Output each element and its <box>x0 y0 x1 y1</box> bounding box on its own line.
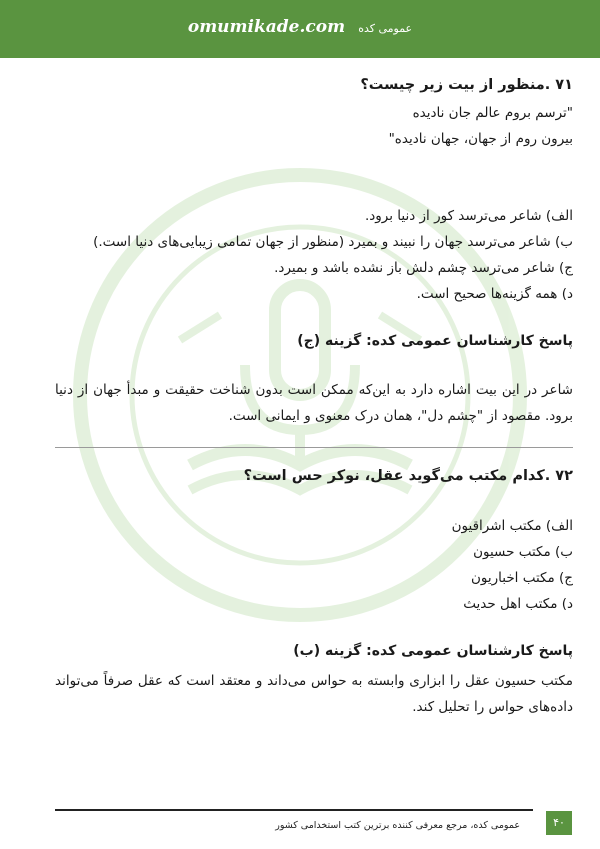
footer-divider <box>55 809 533 811</box>
question-71-verse <box>55 100 573 152</box>
option-alef: الف) مکتب اشراقیون <box>451 518 573 534</box>
answer-72-text: مکتب حسیون عقل را ابزاری وابسته به حواس می‌داند و معتقد است که عقل صرفاً می‌تواند داده‌های حواس را تحلیل کند. <box>55 673 573 715</box>
question-72-title: ۷۲ .کدام مکتب می‌گوید عقل، نوکر حس است؟ <box>243 468 573 484</box>
footer-tagline: عمومی کده، مرجع معرفی کننده برترین کتب استخدامی کشور <box>275 820 520 831</box>
option-jim: ج) مکتب اخباریون <box>470 570 573 586</box>
section-divider <box>55 447 573 448</box>
option-be: ب) شاعر می‌ترسد جهان را نبیند و بمیرد (منظور از جهان تمامی زیبایی‌های دنیا است.) <box>93 234 573 250</box>
header-branding <box>0 17 600 37</box>
question-71-options <box>55 203 573 307</box>
option-dal: د) مکتب اهل حدیث <box>463 596 573 612</box>
site-name-persian: عمومی کده <box>358 22 413 35</box>
site-name[interactable]: omumikade.com <box>187 17 346 37</box>
answer-71-text: شاعر در این بیت اشاره دارد به این‌که ممکن است بدون شناخت حقیقت و مبدأ جهان از دنیا برود. مقصود از "چشم دل"، همان درک معنوی و ایمانی است. <box>55 382 573 424</box>
answer-71-heading: پاسخ کارشناسان عمومی کده: گزینه (ج) <box>297 333 573 349</box>
option-dal: د) همه گزینه‌ها صحیح است. <box>416 286 573 302</box>
page-number: ۴۰ <box>546 811 572 835</box>
option-alef: الف) شاعر می‌ترسد کور از دنیا برود. <box>364 208 573 224</box>
verse-line: "ترسم بروم عالم جان نادیده <box>412 105 573 121</box>
question-72-options <box>55 513 573 617</box>
verse-line: بیرون روم از جهان، جهان نادیده" <box>388 131 573 147</box>
page-header <box>0 0 600 58</box>
question-71-title: ۷۱ .منظور از بیت زیر چیست؟ <box>360 77 573 93</box>
option-jim: ج) شاعر می‌ترسد چشم دلش باز نشده باشد و بمیرد. <box>274 260 573 276</box>
option-be: ب) مکتب حسیون <box>473 544 573 560</box>
answer-72-heading: پاسخ کارشناسان عمومی کده: گزینه (ب) <box>293 643 573 659</box>
